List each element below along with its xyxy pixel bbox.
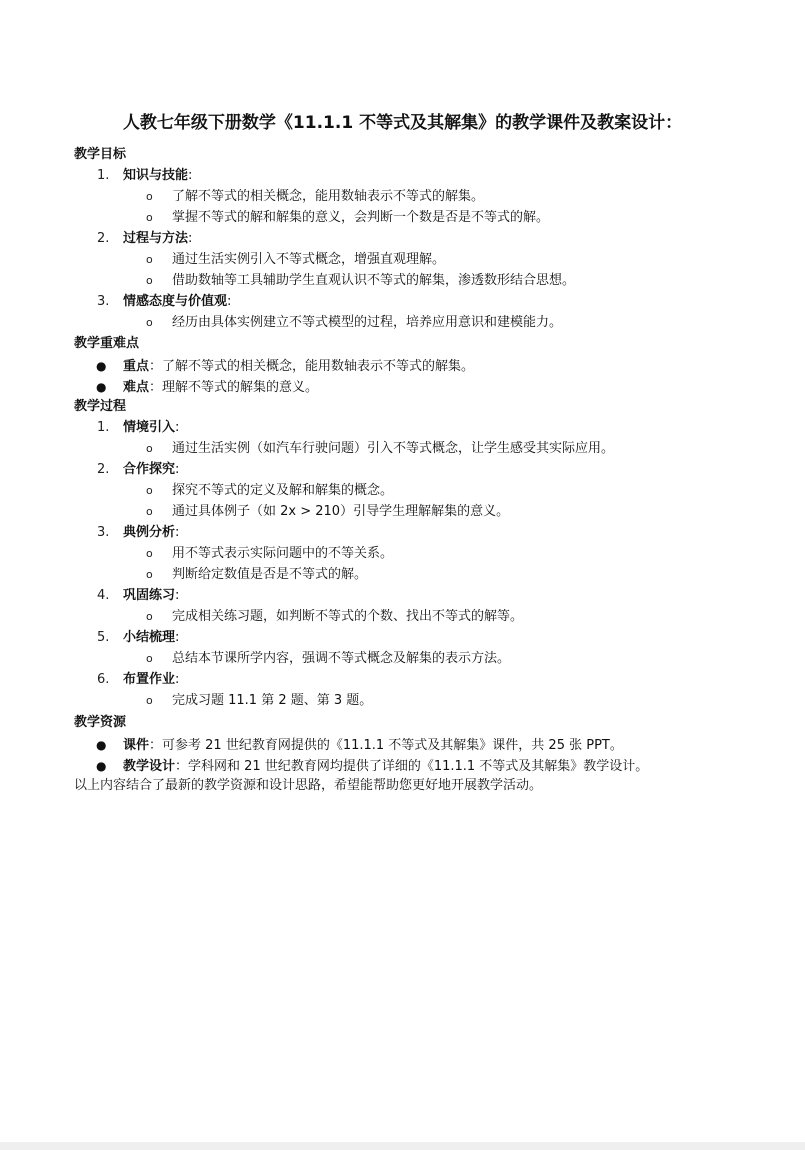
- list-item-colon: :: [175, 630, 180, 645]
- section-heading-process: 教学过程: [74, 399, 127, 414]
- bullet-text: ：学科网和 21 世纪教育网均提供了详细的《11.1.1 不等式及其解集》教学设计。: [175, 759, 649, 774]
- sub-list-text: 了解不等式的相关概念，能用数轴表示不等式的解集。: [172, 189, 485, 204]
- bullet-icon: ●: [96, 738, 107, 752]
- list-item-label: 典例分析: [123, 525, 176, 540]
- list-item: [97, 628, 179, 648]
- section-heading-goals: 教学目标: [74, 147, 127, 162]
- sub-list-item: [146, 544, 393, 564]
- list-item-colon: :: [175, 462, 180, 477]
- list-item-colon: :: [188, 168, 193, 183]
- bullet-label: 重点: [123, 359, 150, 374]
- bullet-label: 教学设计: [123, 759, 176, 774]
- circle-bullet-icon: o: [146, 568, 153, 581]
- sub-list-text: 完成相关练习题，如判断不等式的个数、找出不等式的解等。: [172, 609, 524, 624]
- list-item: [97, 166, 192, 186]
- circle-bullet-icon: o: [146, 253, 153, 266]
- bullet-label: 课件: [123, 738, 150, 753]
- sub-list-item: [146, 502, 509, 522]
- bullet-text: ：可参考 21 世纪教育网提供的《11.1.1 不等式及其解集》课件，共 25 张 PPT。: [149, 738, 623, 753]
- list-number: 2.: [97, 462, 110, 477]
- list-item-label: 布置作业: [123, 672, 176, 687]
- list-item-colon: :: [188, 231, 193, 246]
- bullet-icon: ●: [96, 380, 107, 394]
- sub-list-text: 完成习题 11.1 第 2 题、第 3 题。: [172, 693, 373, 708]
- list-item-label: 情境引入: [123, 420, 176, 435]
- circle-bullet-icon: o: [146, 547, 153, 560]
- circle-bullet-icon: o: [146, 211, 153, 224]
- list-item-label: 过程与方法: [123, 231, 189, 246]
- circle-bullet-icon: o: [146, 484, 153, 497]
- sub-list-text: 经历由具体实例建立不等式模型的过程，培养应用意识和建模能力。: [172, 315, 563, 330]
- sub-list-item: [146, 208, 549, 228]
- circle-bullet-icon: o: [146, 610, 153, 623]
- circle-bullet-icon: o: [146, 505, 153, 518]
- sub-list-text: 掌握不等式的解和解集的意义，会判断一个数是否是不等式的解。: [172, 210, 550, 225]
- list-item-colon: :: [175, 420, 180, 435]
- sub-list-item: [146, 313, 562, 333]
- circle-bullet-icon: o: [146, 652, 153, 665]
- list-number: 1.: [97, 168, 110, 183]
- list-item-label: 合作探究: [123, 462, 176, 477]
- list-item: [97, 523, 179, 543]
- circle-bullet-icon: o: [146, 274, 153, 287]
- circle-bullet-icon: o: [146, 190, 153, 203]
- bullet-label: 难点: [123, 380, 150, 395]
- sub-list-item: [146, 607, 523, 627]
- sub-list-text: 通过生活实例引入不等式概念，增强直观理解。: [172, 252, 446, 267]
- sub-list-item: [146, 481, 393, 501]
- page-title: 人教七年级下册数学《11.1.1 不等式及其解集》的教学课件及教案设计：: [122, 113, 683, 133]
- sub-list-item: [146, 439, 614, 459]
- list-item-colon: :: [175, 672, 180, 687]
- list-item: [97, 418, 179, 438]
- list-item: [97, 292, 231, 312]
- list-item-colon: :: [227, 294, 232, 309]
- list-item: [97, 586, 179, 606]
- sub-list-text: 通过生活实例（如汽车行驶问题）引入不等式概念，让学生感受其实际应用。: [172, 441, 615, 456]
- bullet-item: [96, 735, 623, 755]
- list-number: 2.: [97, 231, 110, 246]
- sub-list-item: [146, 691, 372, 711]
- sub-list-text: 判断给定数值是否是不等式的解。: [172, 567, 368, 582]
- sub-list-text: 总结本节课所学内容，强调不等式概念及解集的表示方法。: [172, 651, 511, 666]
- list-number: 4.: [97, 588, 110, 603]
- sub-list-text: 用不等式表示实际问题中的不等关系。: [172, 546, 394, 561]
- list-item-colon: :: [175, 588, 180, 603]
- sub-list-item: [146, 271, 575, 291]
- sub-list-text: 通过具体例子（如 2x > 210）引导学生理解解集的意义。: [172, 504, 510, 519]
- bullet-text: ：了解不等式的相关概念，能用数轴表示不等式的解集。: [149, 359, 475, 374]
- closing-text: 以上内容结合了最新的教学资源和设计思路，希望能帮助您更好地开展教学活动。: [74, 778, 543, 793]
- section-heading-resources: 教学资源: [74, 715, 127, 730]
- list-item-label: 巩固练习: [123, 588, 176, 603]
- section-heading-key-points: 教学重难点: [74, 336, 140, 351]
- sub-list-item: [146, 649, 510, 669]
- bullet-text: ：理解不等式的解集的意义。: [149, 380, 319, 395]
- list-number: 3.: [97, 294, 110, 309]
- list-item-label: 情感态度与价值观: [123, 294, 228, 309]
- bullet-icon: ●: [96, 359, 107, 373]
- list-number: 6.: [97, 672, 110, 687]
- bullet-item: [96, 756, 648, 776]
- list-item-colon: :: [175, 525, 180, 540]
- list-item-label: 小结梳理: [123, 630, 176, 645]
- sub-list-item: [146, 250, 445, 270]
- circle-bullet-icon: o: [146, 694, 153, 707]
- circle-bullet-icon: o: [146, 442, 153, 455]
- list-item: [97, 460, 179, 480]
- sub-list-text: 借助数轴等工具辅助学生直观认识不等式的解集，渗透数形结合思想。: [172, 273, 576, 288]
- sub-list-item: [146, 187, 484, 207]
- sub-list-text: 探究不等式的定义及解和解集的概念。: [172, 483, 394, 498]
- sub-list-item: [146, 565, 367, 585]
- bullet-item: [96, 356, 474, 376]
- list-number: 1.: [97, 420, 110, 435]
- list-item: [97, 229, 192, 249]
- bullet-icon: ●: [96, 759, 107, 773]
- list-number: 5.: [97, 630, 110, 645]
- list-number: 3.: [97, 525, 110, 540]
- circle-bullet-icon: o: [146, 316, 153, 329]
- bullet-item: [96, 377, 318, 397]
- list-item-label: 知识与技能: [123, 168, 189, 183]
- list-item: [97, 670, 179, 690]
